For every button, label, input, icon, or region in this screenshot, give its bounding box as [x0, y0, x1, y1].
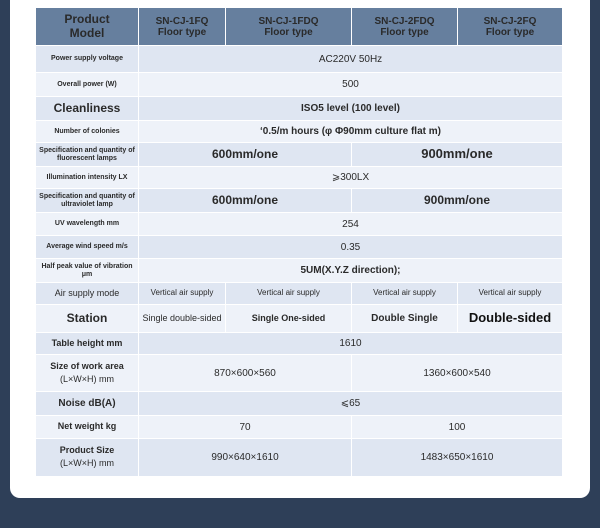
row-ultraviolet [36, 189, 563, 213]
value-product-size-2: 1483×650×1610 [352, 439, 563, 477]
label-product-size-title: Product Size [59, 445, 115, 456]
row-air-supply [36, 283, 563, 305]
label-overall-power: Overall power (W) [36, 73, 139, 97]
row-uv-wavelength [36, 213, 563, 236]
label-product-size [36, 439, 139, 477]
model-header-3: SN-CJ-2FDQ Floor type [352, 8, 458, 46]
label-net-weight: Net weight kg [36, 416, 139, 439]
value-colonies: ‘0.5/m hours (φ Φ90mm culture flat m) [139, 121, 563, 143]
label-illumination: Illumination intensity LX [36, 167, 139, 189]
value-vibration: 5UM(X.Y.Z direction); [139, 259, 563, 283]
value-net-weight-1: 70 [139, 416, 352, 439]
row-colonies [36, 121, 563, 143]
value-noise: ⩽65 [139, 392, 563, 416]
value-station-4: Double-sided [458, 305, 563, 333]
value-air-supply-1: Vertical air supply [139, 283, 226, 305]
value-ultraviolet-1: 600mm/one [139, 189, 352, 213]
label-ultraviolet: Specification and quantity of ultraviolet lamp [36, 189, 139, 213]
label-cleanliness: Cleanliness [36, 97, 139, 121]
row-cleanliness [36, 97, 563, 121]
label-noise: Noise dB(A) [36, 392, 139, 416]
value-fluorescent-1: 600mm/one [139, 143, 352, 167]
value-net-weight-2: 100 [352, 416, 563, 439]
value-work-area-2: 1360×600×540 [352, 355, 563, 392]
label-vibration: Half peak value of vibration μm [36, 259, 139, 283]
model-header-4: SN-CJ-2FQ Floor type [458, 8, 563, 46]
spec-table [35, 7, 563, 477]
model-header-2: SN-CJ-1FDQ Floor type [226, 8, 352, 46]
value-cleanliness: ISO5 level (100 level) [139, 97, 563, 121]
header-row [36, 8, 563, 46]
value-air-supply-4: Vertical air supply [458, 283, 563, 305]
value-air-supply-2: Vertical air supply [226, 283, 352, 305]
row-illumination [36, 167, 563, 189]
label-fluorescent: Specification and quantity of fluorescent lamps [36, 143, 139, 167]
row-fluorescent [36, 143, 563, 167]
label-work-area-unit: (L×W×H) mm [60, 373, 114, 384]
value-uv-wavelength: 254 [139, 213, 563, 236]
label-table-height: Table height mm [36, 333, 139, 355]
row-station [36, 305, 563, 333]
label-wind-speed: Average wind speed m/s [36, 236, 139, 259]
model-header-1: SN-CJ-1FQ Floor type [139, 8, 226, 46]
row-table-height [36, 333, 563, 355]
value-station-2: Single One-sided [226, 305, 352, 333]
label-power-supply: Power supply voltage [36, 46, 139, 73]
row-product-size [36, 439, 563, 477]
value-power-supply: AC220V 50Hz [139, 46, 563, 73]
row-power-supply [36, 46, 563, 73]
value-work-area-1: 870×600×560 [139, 355, 352, 392]
row-wind-speed [36, 236, 563, 259]
value-fluorescent-2: 900mm/one [352, 143, 563, 167]
row-net-weight [36, 416, 563, 439]
label-product-size-unit: (L×W×H) mm [60, 458, 114, 468]
value-station-1: Single double-sided [139, 305, 226, 333]
value-station-3: Double Single [352, 305, 458, 333]
row-work-area [36, 355, 563, 392]
row-overall-power [36, 73, 563, 97]
value-overall-power: 500 [139, 73, 563, 97]
value-ultraviolet-2: 900mm/one [352, 189, 563, 213]
value-illumination: ⩾300LX [139, 167, 563, 189]
label-work-area-title: Size of work area [50, 360, 124, 371]
label-air-supply: Air supply mode [36, 283, 139, 305]
label-colonies: Number of colonies [36, 121, 139, 143]
label-station: Station [36, 305, 139, 333]
value-wind-speed: 0.35 [139, 236, 563, 259]
product-model-header: Product Model [36, 8, 139, 46]
value-product-size-1: 990×640×1610 [139, 439, 352, 477]
value-table-height: 1610 [139, 333, 563, 355]
label-work-area [36, 355, 139, 392]
label-uv-wavelength: UV wavelength mm [36, 213, 139, 236]
row-noise [36, 392, 563, 416]
value-air-supply-3: Vertical air supply [352, 283, 458, 305]
row-vibration [36, 259, 563, 283]
